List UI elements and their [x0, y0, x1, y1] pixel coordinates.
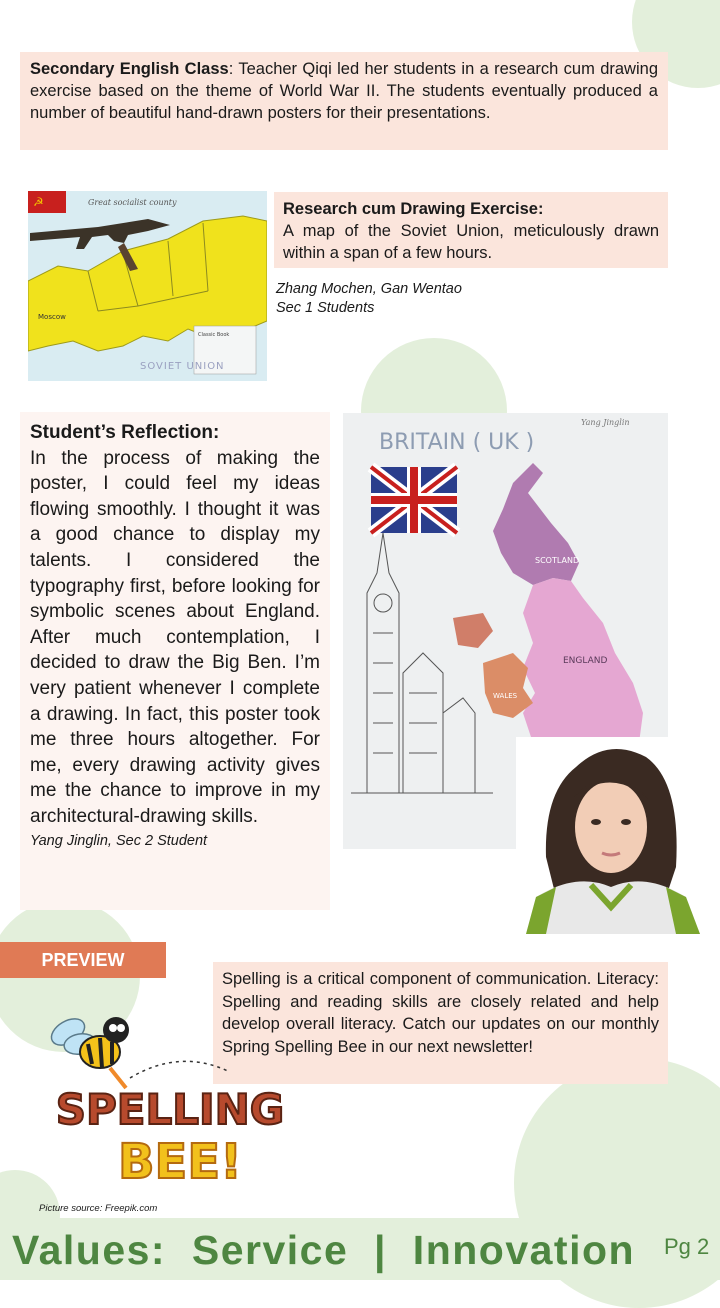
- svg-text:SCOTLAND: SCOTLAND: [535, 556, 580, 565]
- bee-icon: [47, 1013, 129, 1088]
- spelling-text: Spelling is a critical component of communication. Literacy: Spelling and reading skills are closely related and help develop overall literacy. Catch our updates on our monthly Spring Spelling Bee in our next newsletter!: [222, 970, 659, 1056]
- intro-text: : Teacher Qiqi led her students in a research cum drawing exercise based on the theme of World War II. The students eventually produced a number of beautiful hand-drawn posters for their presentations.: [30, 60, 658, 122]
- spelling-bee-illustration: [40, 1008, 300, 1200]
- svg-text:WALES: WALES: [493, 692, 518, 700]
- soviet-poster-drawing: [28, 191, 267, 381]
- svg-text:ENGLAND: ENGLAND: [563, 656, 608, 666]
- research-box: [274, 192, 668, 268]
- reflection-box: [20, 412, 330, 910]
- svg-text:☭: ☭: [33, 195, 44, 209]
- intro-lead: Secondary English Class: [30, 60, 229, 78]
- research-text: A map of the Soviet Union, meticulously drawn within a span of a few hours.: [283, 222, 659, 262]
- svg-text:Yang Jinglin: Yang Jinglin: [581, 418, 630, 427]
- picture-source: Picture source: Freepik.com: [39, 1203, 158, 1214]
- student-photo: [516, 737, 700, 934]
- reflection-credit: Yang Jinglin, Sec 2 Student: [30, 832, 208, 849]
- svg-text:BRITAIN ( UK ): BRITAIN ( UK ): [379, 430, 535, 455]
- svg-text:Great socialist county: Great socialist county: [88, 198, 177, 207]
- reflection-title: Student’s Reflection:: [30, 422, 220, 443]
- research-credit-class: Sec 1 Students: [276, 300, 375, 316]
- page-number: Pg 2: [664, 1234, 710, 1259]
- intro-box: [20, 52, 668, 150]
- svg-text:Moscow: Moscow: [38, 313, 66, 321]
- research-credit-names: Zhang Mochen, Gan Wentao: [276, 281, 462, 297]
- student-portrait: [516, 737, 700, 934]
- values-footer: Values: Service | Innovation: [12, 1227, 636, 1273]
- research-title: Research cum Drawing Exercise:: [283, 200, 544, 218]
- svg-text:SOVIET UNION: SOVIET UNION: [140, 361, 225, 372]
- research-credit: [276, 280, 462, 318]
- svg-text:Classic Book: Classic Book: [198, 332, 230, 338]
- spelling-bee-logo: [40, 1008, 300, 1200]
- soviet-union-poster: [28, 191, 267, 381]
- svg-text:BEE!: BEE!: [117, 1134, 243, 1190]
- union-jack-icon: [371, 467, 457, 533]
- preview-tab: PREVIEW: [0, 942, 166, 978]
- svg-text:SPELLING: SPELLING: [55, 1085, 285, 1134]
- reflection-text: In the process of making the poster, I could feel my ideas flowing smoothly. I thought it was a good chance to display my talents. I considered the typography first, before looking for symbolic scenes about England. After much contemplation, I decided to draw the Big Ben. I’m very patient whenever I complete a drawing. In fact, this poster took me three hours altogether. For me, every drawing activity gives me the chance to improve in my architectural-drawing skills.: [30, 447, 320, 827]
